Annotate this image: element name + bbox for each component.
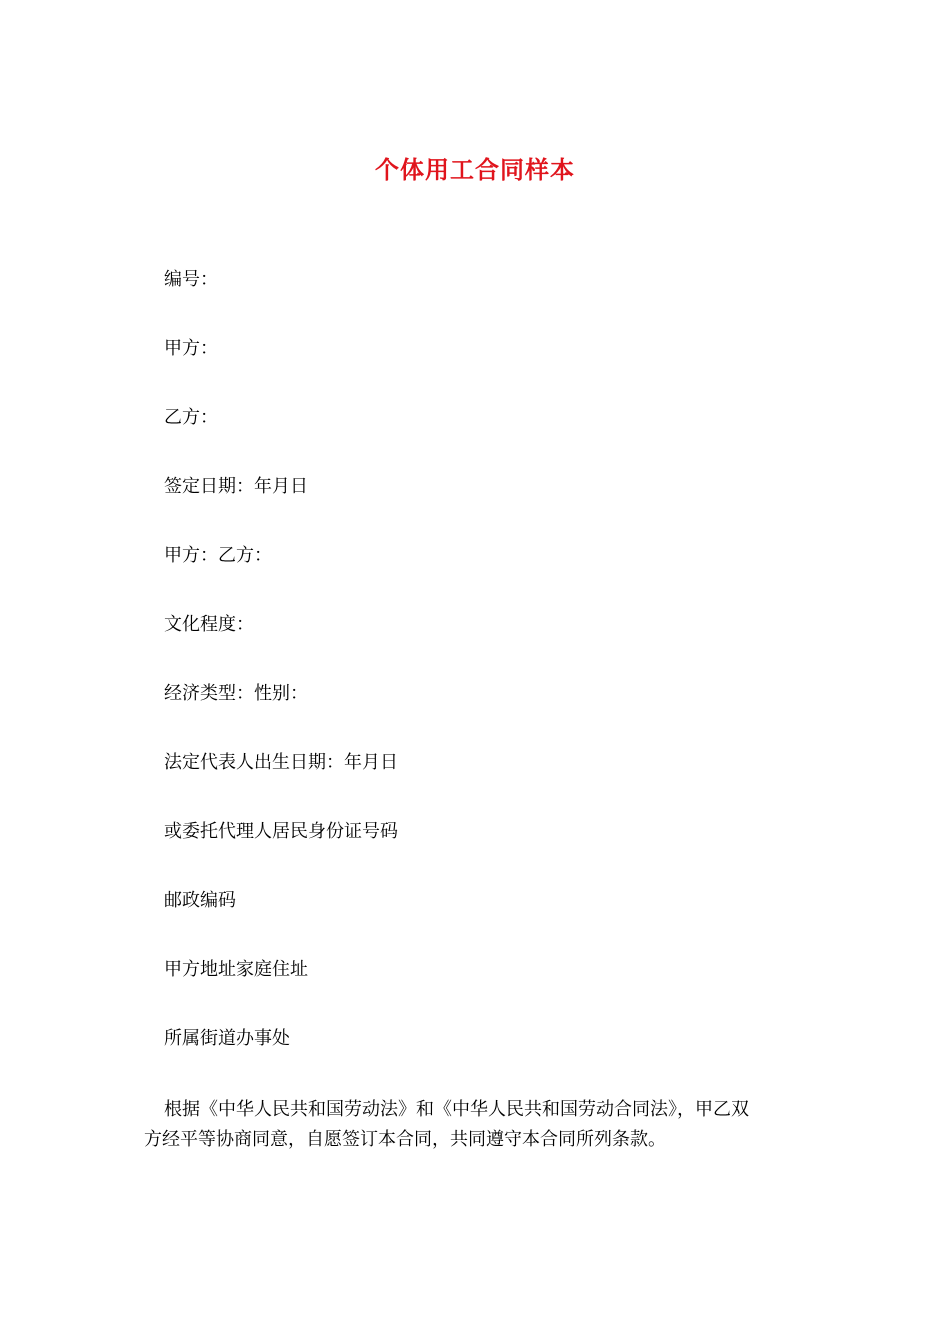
preamble-line-1: 根据《中华人民共和国劳动法》和《中华人民共和国劳动合同法》，甲乙双	[164, 1099, 749, 1120]
field-legal-rep-birthdate: 法定代表人出生日期：年月日	[164, 752, 398, 773]
field-serial-number: 编号：	[164, 269, 218, 290]
field-party-b: 乙方：	[164, 407, 218, 428]
field-street-office: 所属街道办事处	[164, 1028, 290, 1049]
document-title: 个体用工合同样本	[375, 155, 575, 184]
field-party-a-party-b: 甲方：乙方：	[164, 545, 272, 566]
field-education-level: 文化程度：	[164, 614, 254, 635]
field-agent-id-number: 或委托代理人居民身份证号码	[164, 821, 398, 842]
field-party-a: 甲方：	[164, 338, 218, 359]
field-postal-code: 邮政编码	[164, 890, 236, 911]
field-signing-date: 签定日期：年月日	[164, 476, 308, 497]
preamble-line-2: 方经平等协商同意，自愿签订本合同，共同遵守本合同所列条款。	[144, 1129, 666, 1150]
field-address: 甲方地址家庭住址	[164, 959, 308, 980]
field-economic-type-gender: 经济类型：性别：	[164, 683, 308, 704]
preamble-paragraph	[144, 1095, 804, 1155]
